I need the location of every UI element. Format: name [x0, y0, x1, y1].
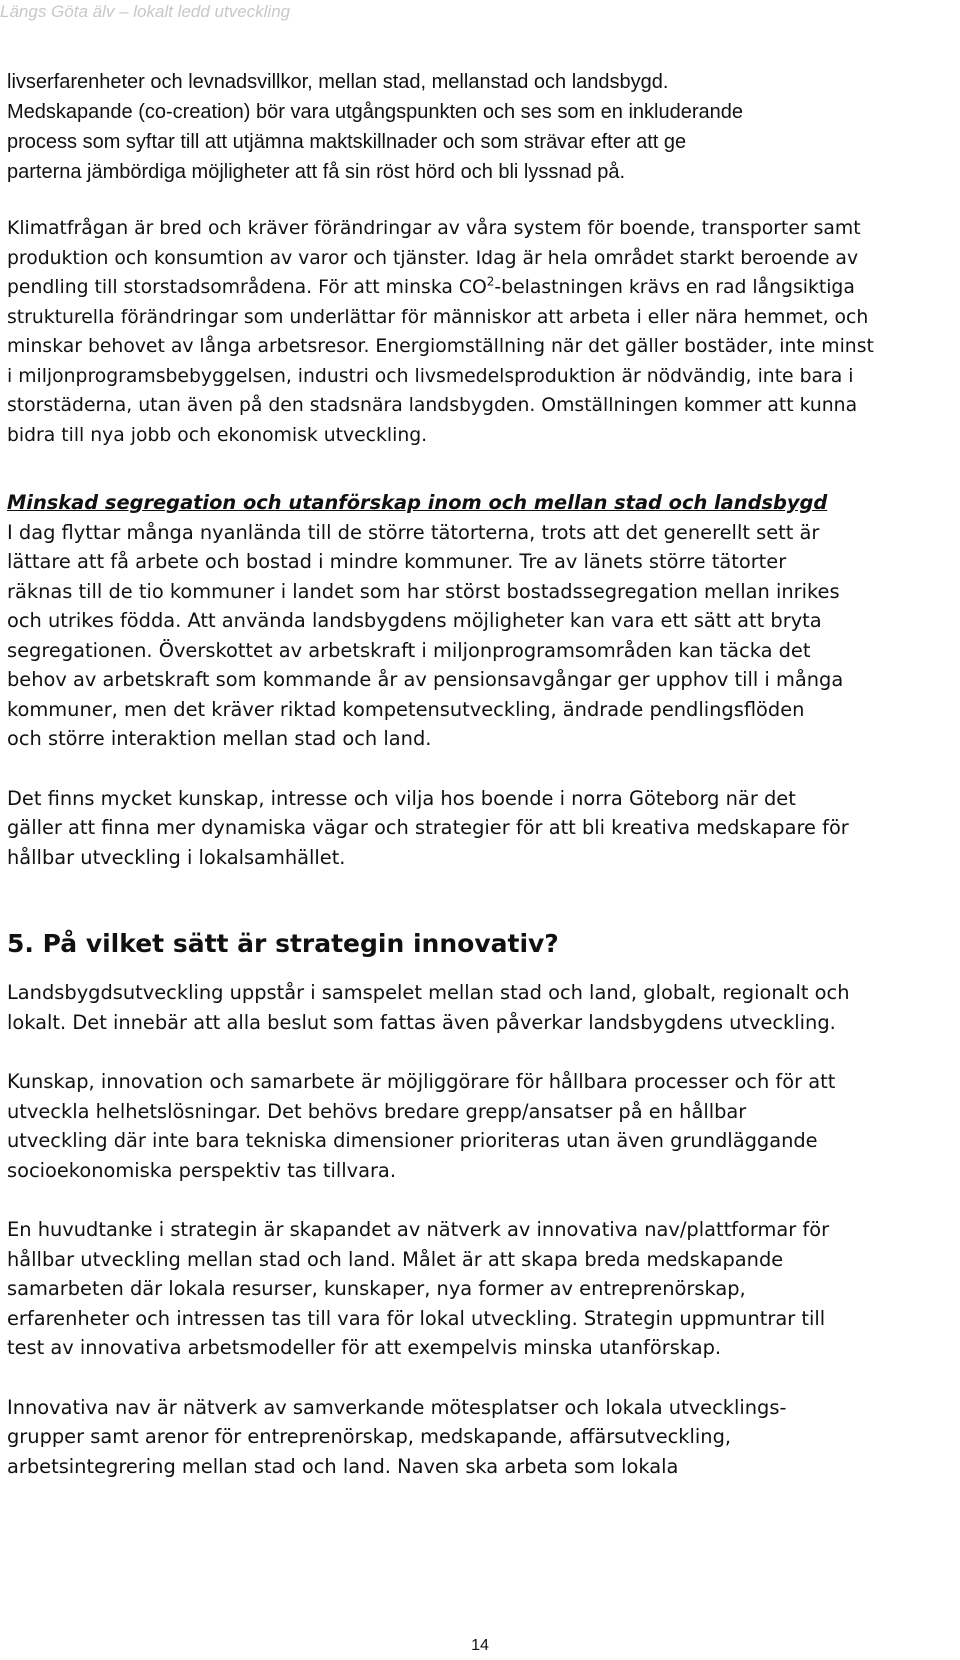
text-line: gäller att finna mer dynamiska vägar och strategier för att bli kreativa medskapare för	[7, 816, 849, 839]
paragraph-klimatfragan	[7, 214, 957, 450]
text-line: parterna jämbördiga möjligheter att få sin röst hörd och bli lyssnad på.	[7, 161, 626, 183]
paragraph-kunskap-innovation	[7, 1067, 957, 1185]
text-line: utveckling där inte bara tekniska dimensioner prioriteras utan även grundläggande	[7, 1129, 818, 1152]
paragraph-segregation	[7, 488, 957, 754]
text-line: arbetsintegrering mellan stad och land. Naven ska arbeta som lokala	[7, 1454, 679, 1478]
running-header: Längs Göta älv – lokalt ledd utveckling	[0, 2, 291, 21]
text-line: livserfarenheter och levnadsvillkor, mellan stad, mellanstad och landsbygd.	[7, 71, 669, 93]
paragraph-medskapande	[7, 67, 957, 187]
text-line: process som syftar till att utjämna maktskillnader och som strävar efter att ge	[7, 131, 687, 153]
paragraph-norra-goteborg	[7, 784, 957, 873]
text-line: En huvudtanke i strategin är skapandet av nätverk av innovativa nav/plattformar för	[7, 1218, 830, 1241]
text-line: storstäderna, utan även på den stadsnära landsbygden. Omställningen kommer att kunna	[7, 395, 858, 416]
text-line: socioekonomiska perspektiv tas tillvara.	[7, 1158, 396, 1182]
text-line: minskar behovet av långa arbetsresor. Energiomställning när det gäller bostäder, inte minst	[7, 336, 874, 357]
text-line: Landsbygdsutveckling uppstår i samspelet mellan stad och land, globalt, regionalt och	[7, 981, 850, 1004]
subheading-segregation: Minskad segregation och utanförskap inom och mellan stad och landsbygd	[7, 491, 828, 514]
text-line: lokalt. Det innebär att alla beslut som fattas även påverkar landsbygdens utveckling.	[7, 1010, 836, 1034]
text-line: Kunskap, innovation och samarbete är möjliggörare för hållbara processer och för att	[7, 1070, 836, 1093]
page-body	[7, 67, 957, 1511]
text-segment: pendling till storstadsområdena. För att minska CO	[7, 277, 487, 298]
text-line: I dag flyttar många nyanlända till de större tätorterna, trots att det generellt sett är	[7, 520, 820, 544]
text-line: test av innovativa arbetsmodeller för att exempelvis minska utanförskap.	[7, 1336, 722, 1359]
text-line: samarbeten där lokala resurser, kunskaper, nya former av entreprenörskap,	[7, 1277, 746, 1300]
text-segment: -belastningen krävs en rad långsiktiga	[494, 277, 855, 298]
paragraph-huvudtanke	[7, 1215, 957, 1363]
text-line: Medskapande (co-creation) bör vara utgångspunkten och ses som en inkluderande	[7, 101, 743, 123]
text-line: behov av arbetskraft som kommande år av pensionsavgångar ger upphov till i många	[7, 668, 844, 691]
text-line: strukturella förändringar som underlättar för människor att arbeta i eller nära hemmet, och	[7, 306, 869, 328]
text-line: Det finns mycket kunskap, intresse och vilja hos boende i norra Göteborg när det	[7, 786, 796, 810]
text-line: Innovativa nav är nätverk av samverkande mötesplatser och lokala utvecklings-	[7, 1395, 787, 1419]
text-line: kommuner, men det kräver riktad kompetensutveckling, ändrade pendlingsflöden	[7, 697, 805, 721]
text-line: erfarenheter och intressen tas till vara för lokal utveckling. Strategin uppmuntrar till	[7, 1306, 826, 1330]
text-line: bidra till nya jobb och ekonomisk utveckling.	[7, 424, 428, 446]
paragraph-landsbygdsutveckling	[7, 978, 957, 1037]
text-line: i miljonprogramsbebyggelsen, industri och livsmedelsproduktion är nödvändig, inte bara i	[7, 365, 854, 387]
text-line: och större interaktion mellan stad och land.	[7, 727, 432, 750]
text-line: räknas till de tio kommuner i landet som har störst bostadssegregation mellan inrikes	[7, 579, 840, 603]
co2-subscript-number: 2	[486, 274, 495, 289]
text-line: hållbar utveckling mellan stad och land. Målet är att skapa breda medskapande	[7, 1247, 784, 1271]
text-line: lättare att få arbete och bostad i mindre kommuner. Tre av länets större tätorter	[7, 550, 787, 573]
text-line: segregationen. Överskottet av arbetskraft i miljonprogramsområden kan täcka det	[7, 638, 811, 662]
text-line: och utrikes födda. Att använda landsbygdens möjligheter kan vara ett sätt att bryta	[7, 609, 822, 632]
paragraph-innovativa-nav	[7, 1393, 957, 1482]
text-line: Klimatfrågan är bred och kräver förändringar av våra system för boende, transporter samt	[7, 218, 861, 239]
text-line	[7, 273, 957, 303]
section-heading: 5. På vilket sätt är strategin innovativ?	[7, 929, 559, 958]
text-line: produktion och konsumtion av varor och tjänster. Idag är hela området starkt beroende av	[7, 247, 859, 269]
page-number: 14	[471, 1637, 489, 1654]
text-line: grupper samt arenor för entreprenörskap, medskapande, affärsutveckling,	[7, 1425, 732, 1448]
text-line: utveckla helhetslösningar. Det behövs bredare grepp/ansatser på en hållbar	[7, 1099, 747, 1123]
text-line: hållbar utveckling i lokalsamhället.	[7, 845, 346, 869]
